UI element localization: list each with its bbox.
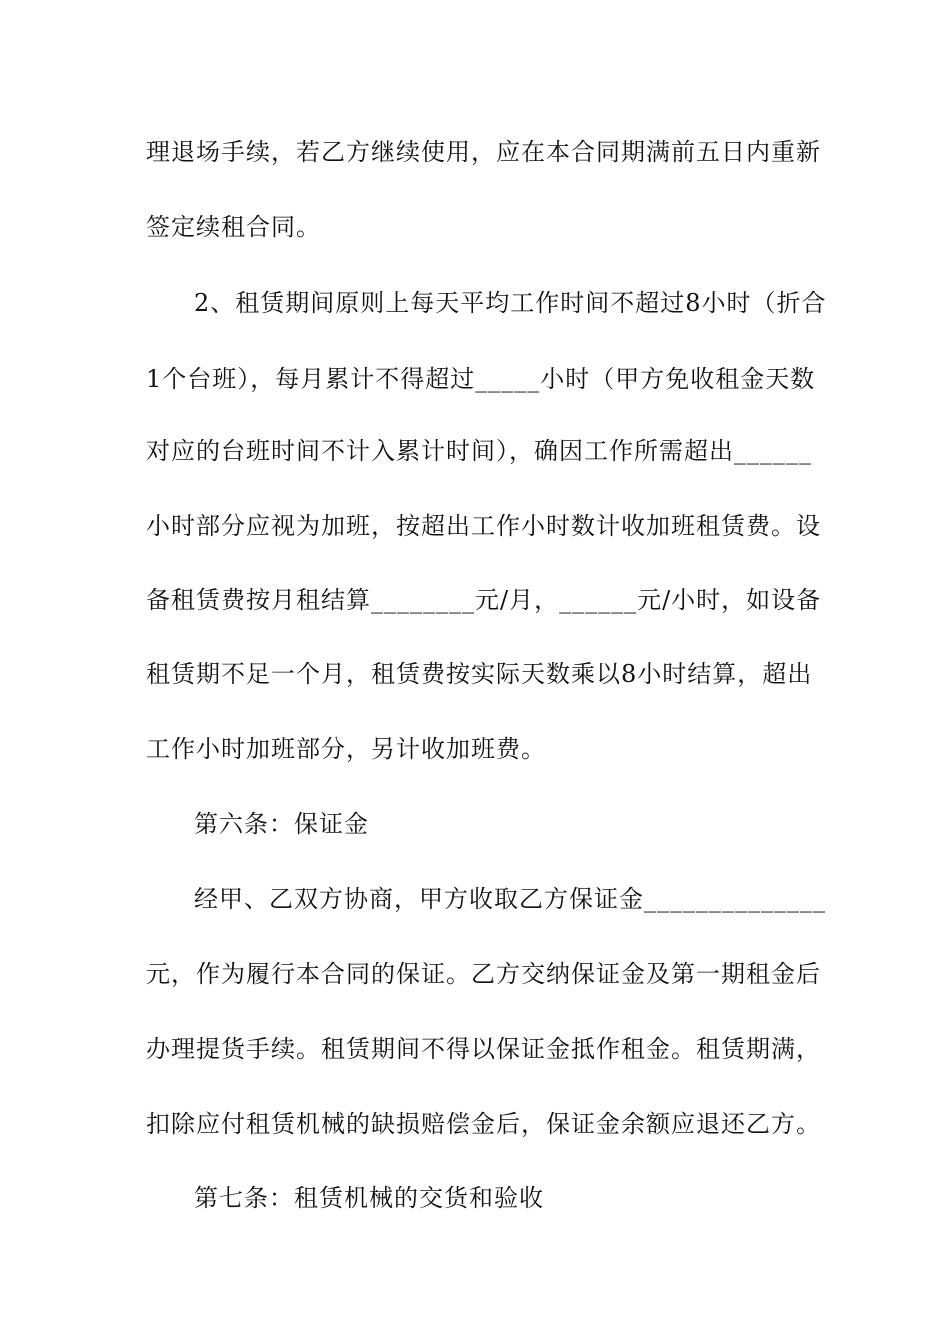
text-line: 备租赁费按月租结算________元/月，______元/小时，如设备: [146, 586, 822, 614]
text-line: 元，作为履行本合同的保证。乙方交纳保证金及第一期租金后: [146, 960, 821, 988]
text-line: 签定续租合同。: [146, 213, 321, 241]
text-line: 2、租赁期间原则上每天平均工作时间不超过8小时（折合: [194, 289, 827, 317]
text-line: 办理提货手续。租赁期间不得以保证金抵作租金。租赁期满，: [146, 1035, 821, 1063]
text-line: 工作小时加班部分，另计收加班费。: [146, 735, 546, 763]
section-heading: 第七条：租赁机械的交货和验收: [194, 1184, 544, 1212]
text-line: 小时部分应视为加班，按超出工作小时数计收加班租赁费。设: [146, 512, 821, 540]
text-line: 租赁期不足一个月，租赁费按实际天数乘以8小时结算，超出: [146, 660, 813, 688]
text-line: 对应的台班时间不计入累计时间），确因工作所需超出______: [146, 437, 812, 465]
text-line: 经甲、乙双方协商，甲方收取乙方保证金______________: [194, 885, 826, 913]
text-line: 理退场手续，若乙方继续使用，应在本合同期满前五日内重新: [146, 138, 821, 166]
section-heading: 第六条：保证金: [194, 810, 369, 838]
text-line: 扣除应付租赁机械的缺损赔偿金后，保证金余额应退还乙方。: [146, 1110, 821, 1138]
text-line: 1个台班），每月累计不得超过_____小时（甲方免收租金天数: [146, 365, 816, 393]
